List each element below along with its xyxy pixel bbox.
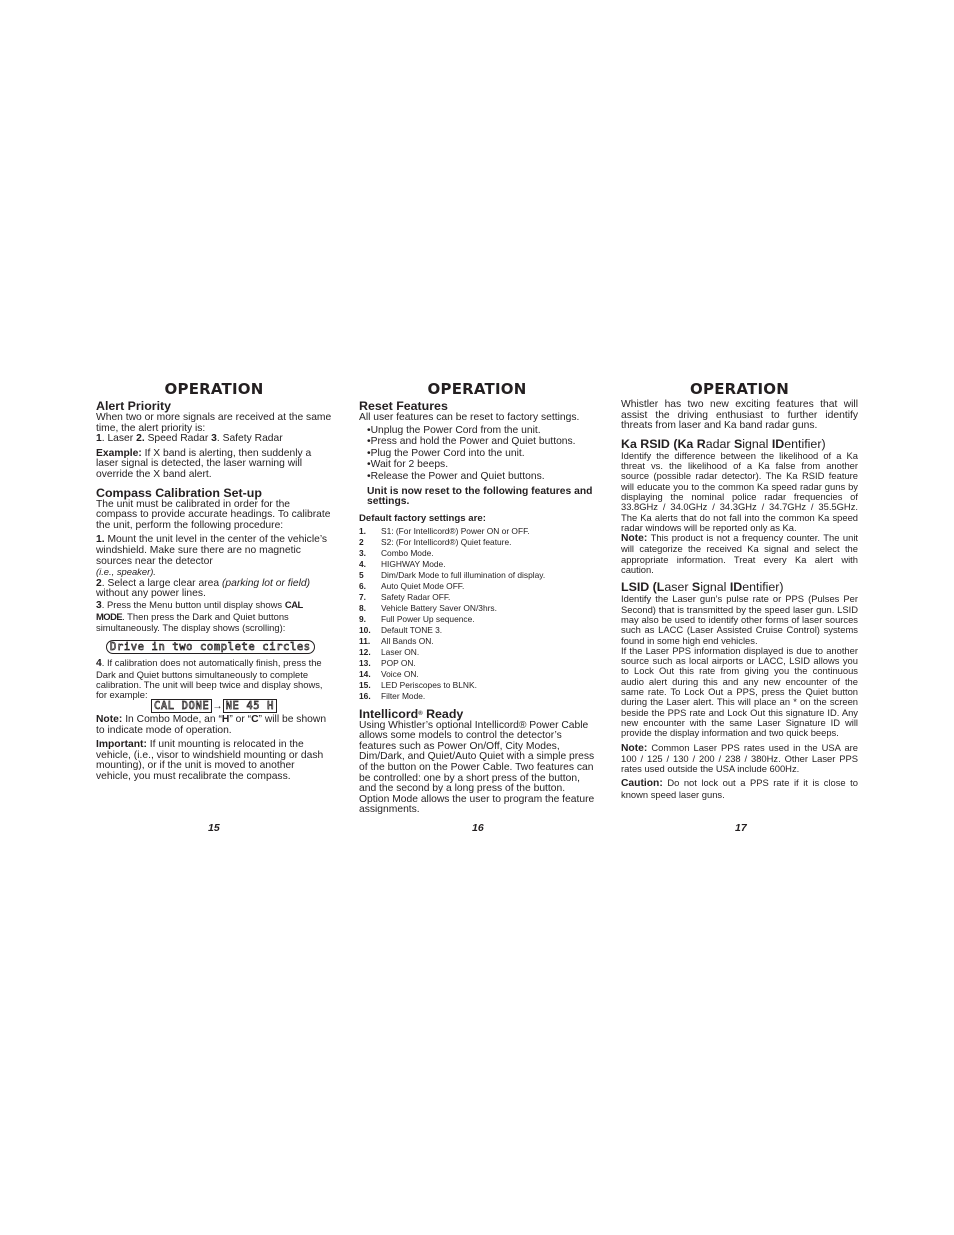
list-item-text: Auto Quiet Mode OFF. [381, 581, 465, 592]
ka-note-text: This product is not a frequency counter. The unit will categorize the received Ka signal and select the appropriate information. Treat every Ka alert with caution. [621, 532, 859, 576]
list-item-number: 13. [359, 657, 371, 668]
ka-title-id: ID [771, 436, 785, 451]
step-2-rest: without any power lines. [96, 588, 206, 600]
lsid-text-1: Identify the Laser gun’s pulse rate or PPS (Pulses Per Second) that is transmitted by the speed laser gun. LSID may also be used to identify other forms of laser sources such as LACC (Laser Assisted Cruise Control) systems found in some high end vehicles. [621, 593, 858, 646]
lsid-title-d: entifier) [742, 580, 784, 595]
list-item-text: Dim/Dark Mode to full illumination of display. [381, 570, 546, 581]
list-item-number: 16. [359, 690, 371, 701]
list-item-number: 7. [359, 592, 366, 603]
pps-note-label: Note: [621, 742, 648, 754]
defaults-title: Default factory settings are: [359, 512, 486, 524]
step-4-num: 4 [96, 658, 102, 670]
page-17-column [621, 380, 858, 800]
step-2 [96, 579, 332, 600]
list-item [359, 570, 595, 581]
important-text: If unit mounting is relocated in the vehicle, (i.e., visor to windshield mounting or dash mounting), or if the unit is moved to another vehicle, you must recalibrate the compass. [96, 739, 324, 783]
lsid-text-2: If the Laser PPS information displayed is due to another source such as local airports or LACC, LSID allows you to Lock Out this rate from giving you the continuous audio alert during this and any new encounter of the same rate. To Lock Out a PPS, press the Quiet button during the Laser alert. This will place an * on the screen beside the PPS rate and Lock Out this signature ID. Any new encounter with the same Laser Signature ID will provide the display information and two quick beeps. [621, 644, 858, 739]
list-item-text: Voice ON. [381, 668, 419, 679]
note-c: C [251, 714, 259, 726]
important-paragraph [96, 740, 332, 782]
list-item: •Unplug the Power Cord from the unit. [367, 424, 541, 436]
page-number-15: 15 [208, 822, 220, 834]
list-item-number: 5 [359, 570, 364, 581]
note-paragraph [96, 715, 332, 736]
list-item-text: POP ON. [381, 657, 416, 668]
list-item [359, 559, 595, 570]
ka-title-r: R [696, 436, 706, 451]
list-item [359, 658, 595, 669]
page-16-heading: OPERATION [427, 380, 527, 398]
list-item-number: 9. [359, 613, 366, 624]
lsid-title-s: S [691, 580, 701, 595]
alert-priority-title: Alert Priority [96, 399, 172, 413]
important-label: Important: [96, 739, 147, 751]
list-item-text: LED Periscopes to BLNK. [381, 679, 477, 690]
ka-note [621, 533, 858, 575]
ka-rsid-title [621, 438, 858, 451]
list-item [359, 614, 595, 625]
intellicord-title [359, 708, 595, 721]
list-item [359, 669, 595, 680]
list-item: •Plug the Power Cord into the unit. [367, 447, 525, 459]
lsid-title-a: LSID ( [621, 580, 657, 595]
list-item-number: 15. [359, 679, 371, 690]
compass-title: Compass Calibration Set-up [96, 485, 262, 500]
caution-label: Caution: [621, 778, 663, 790]
page-number-16: 16 [472, 822, 484, 834]
note-h: H [221, 714, 230, 726]
reset-steps [367, 425, 595, 483]
list-item-number: 12. [359, 646, 371, 657]
lsid-title-c: ignal [700, 580, 730, 595]
alert-priority-text: When two or more signals are received at the same time, the alert priority is: [96, 412, 332, 434]
step-3-text: . Press the Menu button until display shows [101, 598, 283, 610]
list-item [359, 592, 595, 603]
list-item: •Press and hold the Power and Quiet buttons. [367, 436, 576, 448]
page-number-17: 17 [735, 822, 747, 834]
ka-title-d: entifier) [784, 436, 826, 451]
list-item: •Wait for 2 beeps. [367, 459, 449, 471]
step-4-text: . If calibration does not automatically finish, press the Dark and Quiet buttons simultaneously to complete calibration. The unit will beep twice and display shows, for example: [96, 657, 323, 701]
priority-2: Speed Radar [147, 433, 209, 445]
registered-mark: ® [418, 710, 423, 717]
step-1 [96, 535, 332, 578]
ka-title-a: Ka RSID (Ka [621, 436, 697, 451]
example-label: Example: [96, 447, 142, 459]
note-text-c: ” will be shown to indicate mode of operation. [96, 714, 327, 736]
compass-text: The unit must be calibrated in order for the compass to provide accurate headings. To calibrate the unit, perform the following procedure: [96, 498, 331, 531]
list-item-text: Combo Mode. [381, 548, 434, 559]
list-item-number: 1. [359, 526, 366, 537]
priority-3-num: 3 [211, 433, 217, 445]
lsid-title-b: aser [664, 580, 692, 595]
list-item: •Release the Power and Quiet buttons. [367, 470, 545, 482]
list-item-text: Filter Mode. [381, 690, 426, 701]
lsid-title-id: ID [729, 580, 743, 595]
alert-priority-list [96, 434, 332, 445]
list-item-text: S2: (For Intellicord®) Quiet feature. [381, 537, 512, 548]
ka-title-s: S [733, 436, 743, 451]
priority-1: . Laser [101, 433, 134, 445]
list-item-text: Full Power Up sequence. [381, 613, 475, 624]
list-item [359, 581, 595, 592]
ka-rsid-text: Identify the difference between the likelihood of a Ka threat vs. the likelihood of a Ka false from another source (possible radar detector). The Ka RSID feature will educate you to the common Ka speed radar guns by displaying the nominal police radar frequencies of 33.8GHz / 34.0GHz / 34.3GHz / 34.7GHz / 35.5GHz. The Ka alerts that do not fall into the common Ka speed radar windows will be reported only as Ka. [621, 449, 858, 533]
list-item [359, 548, 595, 559]
lcd-heading: NE 45 H [223, 699, 277, 713]
list-item-number: 2 [359, 537, 364, 548]
ka-title-b: adar [705, 436, 734, 451]
caution-paragraph [621, 778, 858, 800]
step-1-italic: (i.e., speaker). [96, 566, 156, 578]
priority-2-num: 2. [136, 433, 145, 445]
list-item-text: All Bands ON. [381, 635, 434, 646]
reset-title: Reset Features [359, 399, 448, 413]
list-item [359, 680, 595, 691]
step-2-text: . Select a large clear area [101, 577, 220, 589]
intro-text: Whistler has two new exciting features that will assist the driving enthusiast to further identify threats from laser and Ka band radar guns. [621, 399, 858, 432]
intellicord-text: Using Whistler’s optional Intellicord® Power Cable allows some models to control the detector’s features such as Power On/Off, City Modes, Dim/Dark, and Quiet/Auto Quiet with a simple press of the button on the Power Cable. Two features can be controlled: one by a short press of the button, and the second by a long press of the button. Option Mode allows the user to program the feature assignments. [359, 719, 595, 816]
list-item-text: HIGHWAY Mode. [381, 559, 446, 570]
list-item-number: 6. [359, 581, 366, 592]
intellicord-title-a: Intellicord [359, 706, 419, 721]
lcd-cal-display [96, 701, 332, 713]
step-4 [96, 658, 332, 700]
list-item-text: Safety Radar OFF. [381, 592, 451, 603]
page-17-heading: OPERATION [690, 380, 789, 398]
reset-text: All user features can be reset to factory settings. [359, 412, 580, 423]
step-1-text: Mount the unit level in the center of the vehicle’s windshield. Make sure there are no magnetic sources near the detector [96, 534, 328, 567]
list-item-number: 11. [359, 635, 371, 646]
step-3-rest: . Then press the Dark and Quiet buttons simultaneously. The display shows (scrolling): [96, 610, 289, 634]
arrow-icon: → [212, 701, 223, 713]
lcd-cal-done: CAL DONE [151, 699, 212, 713]
list-item-number: 14. [359, 668, 371, 679]
intellicord-title-b: Ready [422, 706, 464, 721]
defaults-list [359, 526, 595, 701]
example-text: If X band is alerting, then suddenly a laser signal is detected, the laser warning will override the X band alert. [96, 447, 312, 480]
step-3 [96, 600, 332, 635]
priority-1-num: 1 [96, 433, 102, 445]
caution-text: Do not lock out a PPS rate if it is close to known speed laser guns. [621, 777, 858, 800]
lsid-title-l: L [656, 580, 665, 595]
list-item-text: Laser ON. [381, 646, 420, 657]
ka-note-label: Note: [621, 533, 648, 545]
lcd-drive-display: Drive in two complete circles [106, 640, 315, 655]
list-item [359, 603, 595, 614]
step-1-num: 1. [96, 534, 105, 546]
list-item-number: 10. [359, 624, 371, 635]
list-item [359, 537, 595, 548]
page-16-column [359, 380, 595, 816]
example-paragraph [96, 449, 332, 481]
cal-mode-code: CAL MODE [96, 598, 303, 622]
step-2-num: 2 [96, 577, 102, 589]
pps-note-text: Common Laser PPS rates used in the USA are 100 / 125 / 130 / 200 / 238 / 380Hz. Other Laser PPS rates used outside the USA include 600Hz. [621, 741, 859, 775]
list-item [359, 636, 595, 647]
note-text-a: In Combo Mode, an “ [125, 714, 222, 726]
list-item-text: S1: (For Intellicord®) Power ON or OFF. [381, 526, 530, 537]
list-item [359, 526, 595, 537]
list-item [359, 647, 595, 658]
list-item [359, 691, 595, 702]
priority-3: . Safety Radar [216, 433, 283, 445]
list-item-number: 8. [359, 603, 366, 614]
list-item-number: 3. [359, 548, 366, 559]
ka-title-c: ignal [742, 436, 772, 451]
list-item [359, 625, 595, 636]
note-label: Note: [96, 714, 123, 726]
page-15-column [96, 380, 332, 783]
page-15-heading: OPERATION [164, 380, 264, 398]
step-2-italic: (parking lot or field) [221, 577, 311, 589]
list-item-number: 4. [359, 559, 366, 570]
list-item-text: Default TONE 3. [381, 624, 443, 635]
pps-note [621, 743, 858, 775]
note-text-b: ” or “ [229, 714, 252, 726]
reset-note: Unit is now reset to the following features and settings. [367, 485, 593, 508]
step-3-num: 3 [96, 599, 102, 611]
list-item-text: Vehicle Battery Saver ON/3hrs. [381, 603, 497, 614]
